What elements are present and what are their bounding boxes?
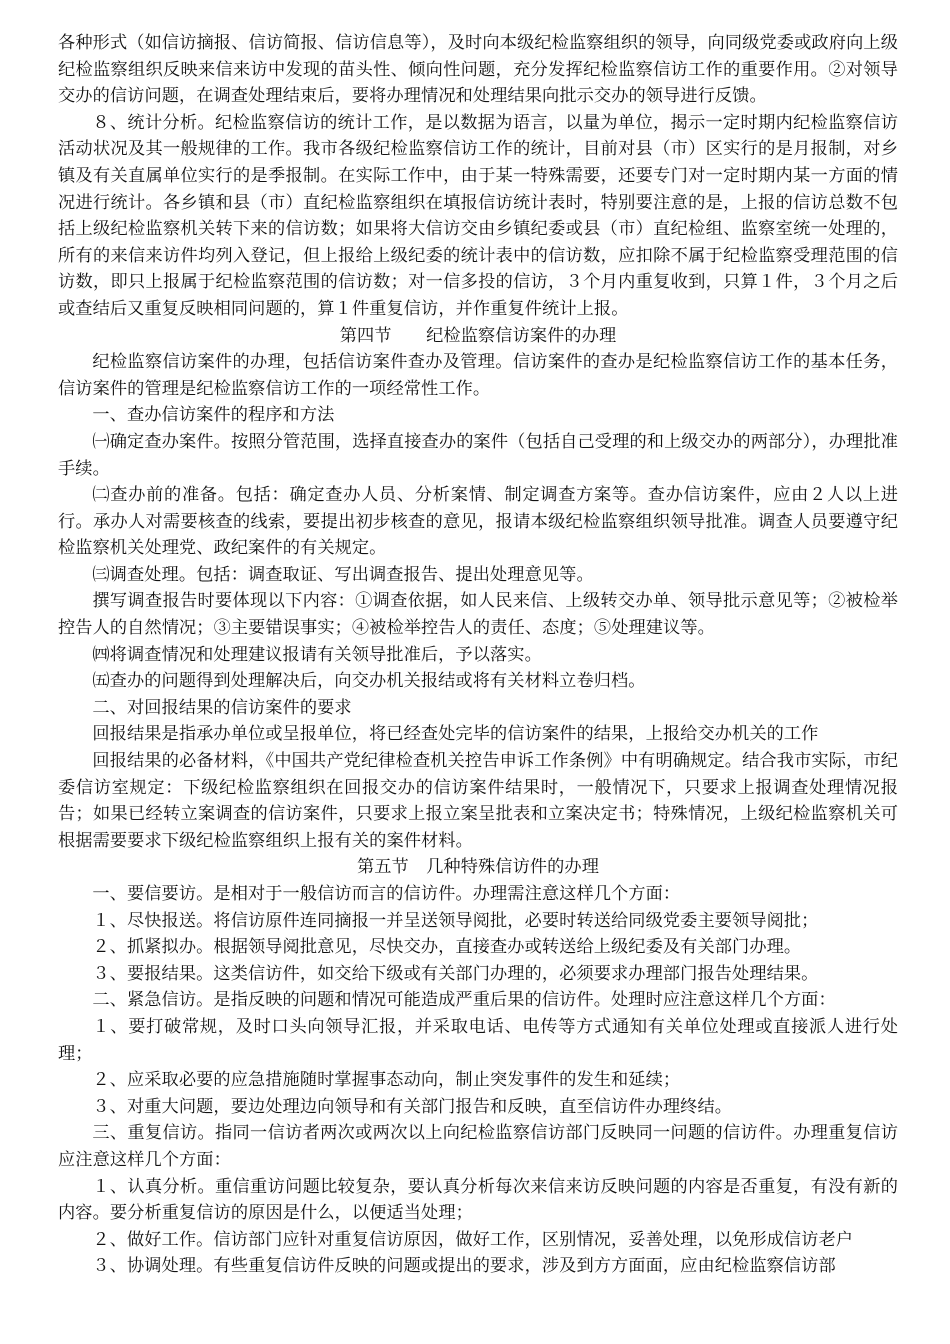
paragraph: ㈡查办前的准备。包括：确定查办人员、分析案情、制定调查方案等。查办信访案件，应由２人以上进行。承办人对需要核查的线索，要提出初步核查的意见，报请本级纪检监察组织领导批准。调查人员要遵守纪检监察机关处理党、政纪案件的有关规定。 <box>58 485 898 559</box>
paragraph: 二、紧急信访。是指反映的问题和情况可能造成严重后果的信访件。处理时应注意这样几个方面： <box>92 990 836 1011</box>
paragraph: ２、做好工作。信访部门应针对重复信访原因，做好工作，区别情况，妥善处理，以免形成信访老户 <box>92 1229 854 1250</box>
paragraph: ３、要报结果。这类信访件，如交给下级或有关部门办理的，必须要求办理部门报告处理结果。 <box>92 963 819 984</box>
paragraph: 各种形式（如信访摘报、信访简报、信访信息等），及时向本级纪检监察组织的领导，向同级党委或政府向上级纪检监察组织反映来信来访中发现的苗头性、倾向性问题，充分发挥纪检监察信访工作的重要作用。②对领导交办的信访问题，在调查处理结束后，要将办理情况和处理结果向批示交办的领导进行反馈。 <box>58 33 898 107</box>
paragraph: １、要打破常规，及时口头向领导汇报，并采取电话、电传等方式通知有关单位处理或直接派人进行处理； <box>58 1016 898 1064</box>
subheading: 二、对回报结果的信访案件的要求 <box>92 697 352 718</box>
paragraph: ３、对重大问题，要边处理边向领导和有关部门报告和反映，直至信访件办理终结。 <box>92 1096 733 1117</box>
paragraph: ２、应采取必要的应急措施随时掌握事态动向，制止突发事件的发生和延续； <box>92 1070 681 1091</box>
paragraph: 三、重复信访。指同一信访者两次或两次以上向纪检监察信访部门反映同一问题的信访件。办理重复信访应注意这样几个方面： <box>58 1123 898 1170</box>
paragraph: 撰写调查报告时要体现以下内容：①调查依据，如人民来信、上级转交办单、领导批示意见等；②被检举控告人的自然情况；③主要错误事实；④被检举控告人的责任、态度；⑤处理建议等。 <box>58 591 898 639</box>
paragraph: １、尽快报送。将信访原件连同摘报一并呈送领导阅批，必要时转送给同级党委主要领导阅批； <box>92 910 819 931</box>
section-heading: 第四节 纪检监察信访案件的办理 <box>339 325 617 346</box>
subheading: 一、查办信访案件的程序和方法 <box>92 405 335 426</box>
paragraph: ㈣将调查情况和处理建议报请有关领导批准后，予以落实。 <box>92 644 542 665</box>
paragraph: ㈢调查处理。包括：调查取证、写出调查报告、提出处理意见等。 <box>92 564 594 585</box>
paragraph: 回报结果的必备材料，《中国共产党纪律检查机关控告申诉工作条例》中有明确规定。结合我市实际，市纪委信访室规定：下级纪检监察组织在回报交办的信访案件结果时，一般情况下，只要求上报调查处理情况报告；如果已经转立案调查的信访案件，只要求上报立案呈批表和立案决定书；特殊情况，上级纪检监察机关可根据需要要求下级纪检监察组织上报有关的案件材料。 <box>58 751 898 851</box>
paragraph: １、认真分析。重信重访问题比较复杂，要认真分析每次来信来访反映问题的内容是否重复，有没有新的内容。要分析重复信访的原因是什么，以便适当处理； <box>58 1176 898 1224</box>
paragraph: 纪检监察信访案件的办理，包括信访案件查办及管理。信访案件的查办是纪检监察信访工作的基本任务，信访案件的管理是纪检监察信访工作的一项经常性工作。 <box>58 352 898 399</box>
paragraph: ㈤查办的问题得到处理解决后，向交办机关报结或将有关材料立卷归档。 <box>92 671 646 692</box>
paragraph: 一、要信要访。是相对于一般信访而言的信访件。办理需注意这样几个方面： <box>92 884 681 904</box>
paragraph: ３、协调处理。有些重复信访件反映的问题或提出的要求，涉及到方方面面，应由纪检监察信访部 <box>92 1256 836 1277</box>
paragraph: 回报结果是指承办单位或呈报单位，将已经查处完毕的信访案件的结果，上报给交办机关的工作 <box>92 724 819 745</box>
paragraph: ㈠确定查办案件。按照分管范围，选择直接查办的案件（包括自己受理的和上级交办的两部分），办理批准手续。 <box>58 431 898 479</box>
section-heading: 第五节 几种特殊信访件的办理 <box>356 857 600 878</box>
paragraph: ２、抓紧拟办。根据领导阅批意见，尽快交办，直接查办或转送给上级纪委及有关部门办理。 <box>92 937 802 958</box>
paragraph: ８、统计分析。纪检监察信访的统计工作，是以数据为语言，以量为单位，揭示一定时期内纪检监察信访活动状况及其一般规律的工作。我市各级纪检监察信访工作的统计，目前对县（市）区实行的是月报制，对乡镇及有关直属单位实行的是季报制。在实际工作中，由于某一特殊需要，还要专门对一定时期内某一方面的情况进行统计。各乡镇和县（市）直纪检监察组织在填报信访统计表时，特别要注意的是，上报的信访总数不包括上级纪检监察机关转下来的信访数；如果将大信访交由乡镇纪委或县（市）直纪检组、监察室统一处理的，所有的来信来访件均列入登记，但上报给上级纪委的统计表中的信访数，应扣除不属于纪检监察受理范围的信访数，即只上报属于纪检监察范围的信访数；对一信多投的信访，３个月内重复收到，只算１件，３个月之后或查结后又重复反映相同问题的，算１件重复信访，并作重复件统计上报。 <box>58 112 898 319</box>
